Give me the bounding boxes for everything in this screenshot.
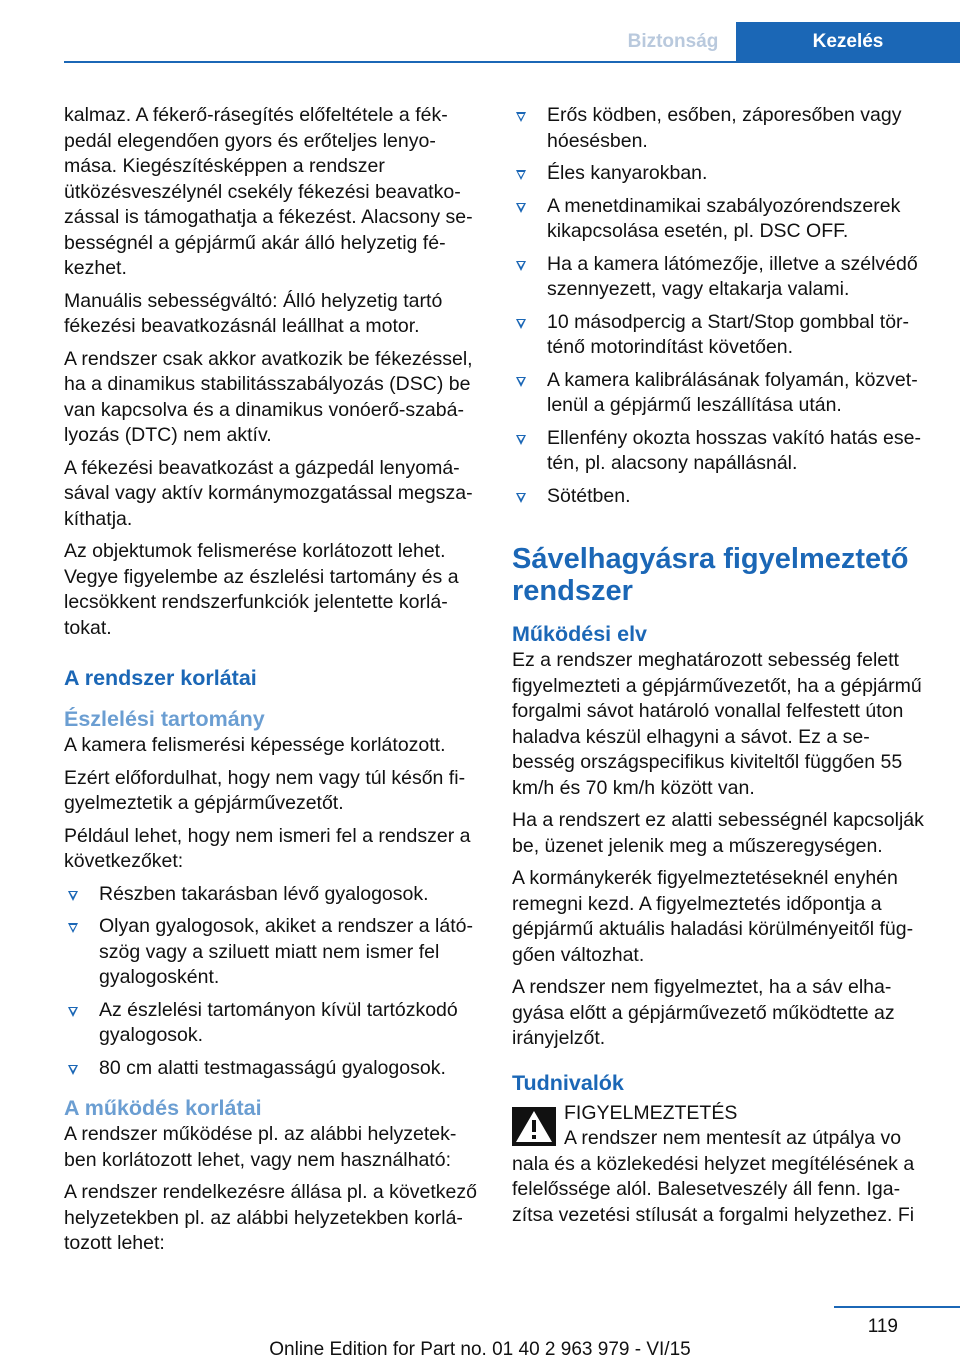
list-item-text: Ellenfény okozta hosszas vakító hatás esetén, pl. alacsony napállásnál. [547, 426, 921, 474]
triangle-bullet-icon [516, 112, 526, 122]
bullet-list [512, 103, 926, 509]
heading-operating-principle: Működési elv [512, 622, 648, 646]
list-item [512, 484, 926, 510]
warning-triangle-icon [512, 1107, 556, 1146]
list-item [512, 310, 926, 361]
paragraph: Például lehet, hogy nem ismeri fel a rendszer a következőket: [64, 824, 471, 872]
header-rule [64, 61, 960, 63]
heading-lane-departure: Sávelhagyásra figyelmeztető rendszer [512, 543, 909, 607]
list-item [64, 1056, 477, 1082]
list-item-text: Részben takarásban lévő gyalogosok. [99, 882, 429, 905]
left-column [64, 103, 477, 1264]
triangle-bullet-icon [68, 891, 78, 901]
warning-block [512, 1101, 926, 1152]
list-item-text: Olyan gyalogosok, akiket a rendszer a látószög vagy a sziluett miatt nem ismer fel gyalogosként. [99, 915, 473, 988]
list-item [64, 882, 477, 908]
list-item [64, 914, 477, 991]
paragraph: A kormánykerék figyelmeztetéseknél enyhén remegni kezd. A figyelmeztetés időpontja a gépjármű aktuális haladási körülményeitől függően változhat. [512, 867, 914, 966]
warning-text-continued: nala és a közlekedési helyzet megítélésének a felelőssége alól. Balesetveszély áll fenn. Igazítsa vezetési stílusát a forgalmi helyzethez. Fi [512, 1152, 915, 1226]
bullet-list [64, 882, 477, 1082]
paragraph: A rendszer rendelkezésre állása pl. a következő helyzetekben pl. az alábbi helyzetekben korlátozott lehet: [64, 1181, 477, 1254]
warning-text: A rendszer nem mentesít az útpálya vo [564, 1127, 902, 1149]
paragraph: A fékezési beavatkozást a gázpedál lenyomásával vagy aktív kormánymozgatással megszakíthatja. [64, 456, 473, 530]
warning-title: FIGYELMEZTETÉS [564, 1101, 738, 1124]
page-number: 119 [867, 1316, 898, 1337]
list-item-text: Éles kanyarokban. [547, 162, 708, 184]
list-item [512, 252, 926, 303]
paragraph: A rendszer csak akkor avatkozik be fékezéssel, ha a dinamikus stabilitásszabályozás (DSC) be van kapcsolva és a dinamikus vonóerő-szabályozás (DTC) nem aktív. [64, 347, 473, 446]
list-item [512, 161, 926, 187]
triangle-bullet-icon [516, 377, 526, 387]
paragraph: Ha a rendszert ez alatti sebességnél kapcsolják be, üzenet jelenik meg a műszeregységen. [512, 809, 924, 857]
list-item [512, 368, 926, 419]
list-item-text: A menetdinamikai szabályozórendszerek kikapcsolása esetén, pl. DSC OFF. [547, 194, 901, 242]
list-item [512, 103, 926, 154]
heading-notes: Tudnivalók [512, 1070, 624, 1095]
heading-system-limits: A rendszer korlátai [64, 666, 257, 690]
triangle-bullet-icon [68, 1065, 78, 1075]
triangle-bullet-icon [68, 1007, 78, 1017]
heading-function-limits: A működés korlátai [64, 1096, 262, 1120]
paragraph: Az objektumok felismerése korlátozott lehet. Vegye figyelembe az észlelési tartomány és a lecsökkent rendszerfunkciók jelentette korlátokat. [64, 540, 459, 639]
list-item [512, 194, 926, 245]
edition-footer: Online Edition for Part no. 01 40 2 963 979 - VI/15 [269, 1339, 691, 1360]
right-column [512, 103, 926, 1235]
triangle-bullet-icon [516, 203, 526, 213]
paragraph: A rendszer működése pl. az alábbi helyzetekben korlátozott lehet, vagy nem használható: [64, 1123, 457, 1171]
list-item-text: A kamera kalibrálásának folyamán, közvetlenül a gépjármű leszállítása után. [547, 368, 918, 416]
list-item-text: 80 cm alatti testmagasságú gyalogosok. [99, 1056, 446, 1079]
paragraph: Ez a rendszer meghatározott sebesség felett figyelmezteti a gépjárművezetőt, ha a gépjármű forgalmi sávot határoló vonallal felfestett úton haladva készül elhagyni a sávot. Ez a sebesség országspecifikus kiviteltől függően 55 km/h és 70 km/h között van. [512, 649, 922, 799]
list-item [64, 998, 477, 1049]
list-item-text: Sötétben. [547, 484, 631, 507]
paragraph: Manuális sebességváltó: Álló helyzetig tartó fékezési beavatkozásnál leállhat a motor. [64, 289, 443, 337]
triangle-bullet-icon [516, 261, 526, 271]
tab-kezeles[interactable]: Kezelés [736, 22, 960, 62]
triangle-bullet-icon [516, 435, 526, 445]
paragraph: A kamera felismerési képessége korlátozott. [64, 734, 446, 756]
list-item-text: Ha a kamera látómezője, illetve a szélvédő szennyezett, vagy eltakarja valami. [547, 252, 918, 300]
footer-rule [834, 1306, 960, 1308]
list-item-text: Az észlelési tartományon kívül tartózkodó gyalogosok. [99, 998, 458, 1046]
paragraph: kalmaz. A fékerő-rásegítés előfeltétele a fékpedál elegendően gyors és erőteljes lenyomása. Kiegészítésképpen a rendszer ütközésveszélynél csekély fékezési beavatkozással is támogathatja a fékezést. Alacsony sebességnél a gépjármű akár álló helyzetig fékezhet. [64, 104, 473, 279]
triangle-bullet-icon [516, 319, 526, 329]
heading-detection-range: Észlelési tartomány [64, 707, 265, 731]
list-item [512, 426, 926, 477]
triangle-bullet-icon [516, 170, 526, 180]
triangle-bullet-icon [68, 923, 78, 933]
paragraph: Ezért előfordulhat, hogy nem vagy túl későn figyelmeztetik a gépjárművezetőt. [64, 766, 466, 814]
paragraph: A rendszer nem figyelmeztet, ha a sáv elhagyása előtt a gépjárművezető működtette az irányjelzőt. [512, 976, 895, 1049]
tab-biztonsag[interactable]: Biztonság [627, 31, 719, 52]
list-item-text: 10 másodpercig a Start/Stop gombbal történő motorindítást követően. [547, 310, 910, 358]
triangle-bullet-icon [516, 493, 526, 503]
list-item-text: Erős ködben, esőben, záporesőben vagy hóesésben. [547, 104, 902, 152]
